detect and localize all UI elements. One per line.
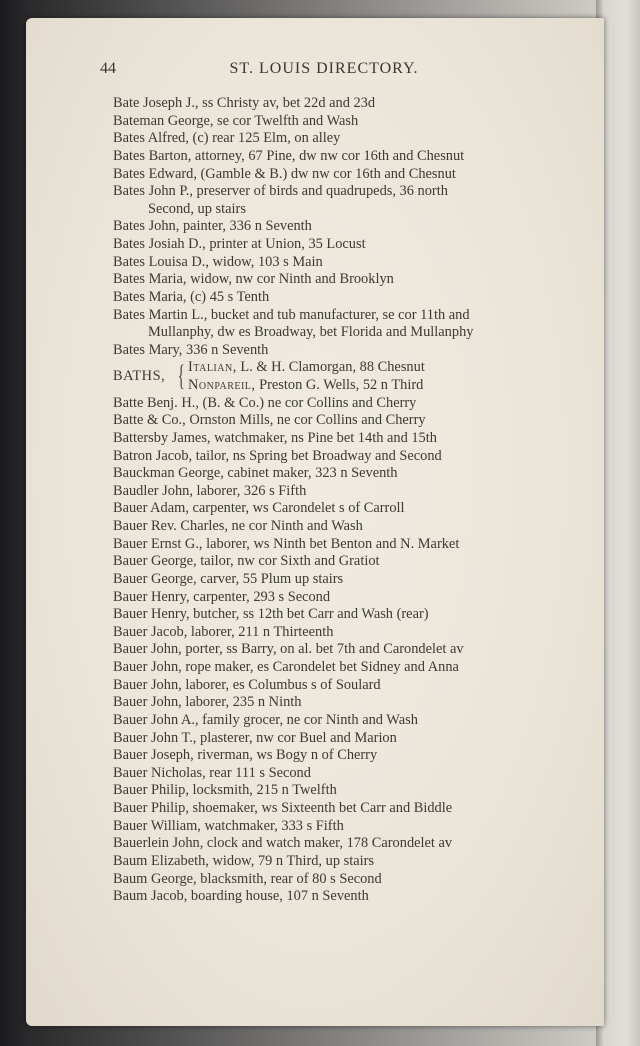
directory-entry: Battersby James, watchmaker, ns Pine bet 14th and 15th xyxy=(113,429,437,446)
directory-entry: Bauer John, porter, ss Barry, on al. bet 7th and Carondelet av xyxy=(113,641,464,658)
directory-entry: Bates Mary, 336 n Seventh xyxy=(113,341,269,358)
directory-entry: Batte & Co., Ornston Mills, ne cor Collins and Cherry xyxy=(113,412,426,429)
directory-entry: Bates John P., preserver of birds and quadrupeds, 36 north xyxy=(113,183,448,200)
directory-entry: Baum Elizabeth, widow, 79 n Third, up stairs xyxy=(113,852,374,869)
directory-entry: Bateman George, se cor Twelfth and Wash xyxy=(113,112,359,129)
baths-item-detail: Preston G. Wells, 52 n Third xyxy=(255,377,424,393)
page-number: 44 xyxy=(100,60,116,77)
directory-entry: Bauer John, laborer, 235 n Ninth xyxy=(113,694,302,711)
directory-entry: Bauer John, rope maker, es Carondelet bet Sidney and Anna xyxy=(113,659,459,676)
entries-group-after-baths xyxy=(113,395,573,906)
directory-entry: Bates Louisa D., widow, 103 s Main xyxy=(113,253,323,270)
directory-entry: Bauerlein John, clock and watch maker, 178 Carondelet av xyxy=(113,835,453,852)
directory-entry: Bates Maria, widow, nw cor Ninth and Brooklyn xyxy=(113,271,394,288)
directory-entry: Bates Josiah D., printer at Union, 35 Locust xyxy=(113,236,366,252)
directory-page xyxy=(26,18,604,1026)
directory-entry: Bauer John A., family grocer, ne cor Ninth and Wash xyxy=(113,711,418,728)
directory-entry: Bauer John T., plasterer, nw cor Buel and Marion xyxy=(113,729,397,746)
directory-entry: Bates John, painter, 336 n Seventh xyxy=(113,218,312,235)
baths-item xyxy=(188,377,425,395)
directory-entry: Bauer George, tailor, nw cor Sixth and Gratiot xyxy=(113,553,380,570)
directory-entry: Bauer Henry, carpenter, 293 s Second xyxy=(113,588,331,605)
directory-entry: Bates Barton, attorney, 67 Pine, dw nw cor 16th and Chesnut xyxy=(113,147,465,164)
directory-entry: Bauer Nicholas, rear 111 s Second xyxy=(113,764,311,781)
baths-entry xyxy=(113,359,573,394)
directory-entry: Bauer Jacob, laborer, 211 n Thirteenth xyxy=(113,623,334,640)
directory-entry: Bauer Philip, shoemaker, ws Sixteenth bet Carr and Biddle xyxy=(113,800,453,817)
directory-entry: Bauckman George, cabinet maker, 323 n Seventh xyxy=(113,465,398,482)
directory-entry: Baudler John, laborer, 326 s Fifth xyxy=(113,482,307,499)
directory-entry: Batte Benj. H., (B. & Co.) ne cor Collins and Cherry xyxy=(113,394,417,411)
running-title: ST. LOUIS DIRECTORY. xyxy=(229,60,419,77)
directory-entry: Bauer George, carver, 55 Plum up stairs xyxy=(113,570,344,587)
entry-continuation: Mullanphy, dw es Broadway, bet Florida and Mullanphy xyxy=(148,324,474,341)
directory-entry: Bauer John, laborer, es Columbus s of Soulard xyxy=(113,676,381,693)
directory-entry: Bauer Joseph, riverman, ws Bogy n of Cherry xyxy=(113,747,378,764)
directory-entry: Bates Martin L., bucket and tub manufacturer, se cor 11th and xyxy=(113,306,470,323)
directory-entry: Bates Alfred, (c) rear 125 Elm, on alley xyxy=(113,130,341,147)
directory-entry: Baum Jacob, boarding house, 107 n Seventh xyxy=(113,888,369,905)
directory-entry: Bates Edward, (Gamble & B.) dw nw cor 16th and Chesnut xyxy=(113,165,456,182)
baths-item-name: Nonpareil, xyxy=(188,377,256,393)
directory-entry: Bauer Rev. Charles, ne cor Ninth and Wash xyxy=(113,518,363,535)
directory-entries xyxy=(113,95,573,906)
brace-icon: { xyxy=(177,359,185,393)
directory-entry: Bauer Ernst G., laborer, ws Ninth bet Benton and N. Market xyxy=(113,535,460,552)
entries-group-before-baths xyxy=(113,95,573,359)
baths-item-detail: L. & H. Clamorgan, 88 Chesnut xyxy=(236,359,425,376)
entry-continuation: Second, up stairs xyxy=(148,200,246,217)
baths-label: BATHS, xyxy=(113,368,166,385)
directory-entry: Bauer Philip, locksmith, 215 n Twelfth xyxy=(113,782,337,799)
directory-entry: Bauer Henry, butcher, ss 12th bet Carr and Wash (rear) xyxy=(113,606,429,623)
baths-item xyxy=(188,359,425,377)
baths-item-name: Italian, xyxy=(188,359,237,376)
directory-entry: Bauer William, watchmaker, 333 s Fifth xyxy=(113,817,344,834)
baths-items xyxy=(188,359,425,394)
directory-entry: Bate Joseph J., ss Christy av, bet 22d and 23d xyxy=(113,95,376,111)
directory-entry: Bauer Adam, carpenter, ws Carondelet s of Carroll xyxy=(113,500,405,517)
directory-entry: Bates Maria, (c) 45 s Tenth xyxy=(113,288,270,305)
directory-entry: Baum George, blacksmith, rear of 80 s Second xyxy=(113,870,382,887)
directory-entry: Batron Jacob, tailor, ns Spring bet Broadway and Second xyxy=(113,447,442,464)
